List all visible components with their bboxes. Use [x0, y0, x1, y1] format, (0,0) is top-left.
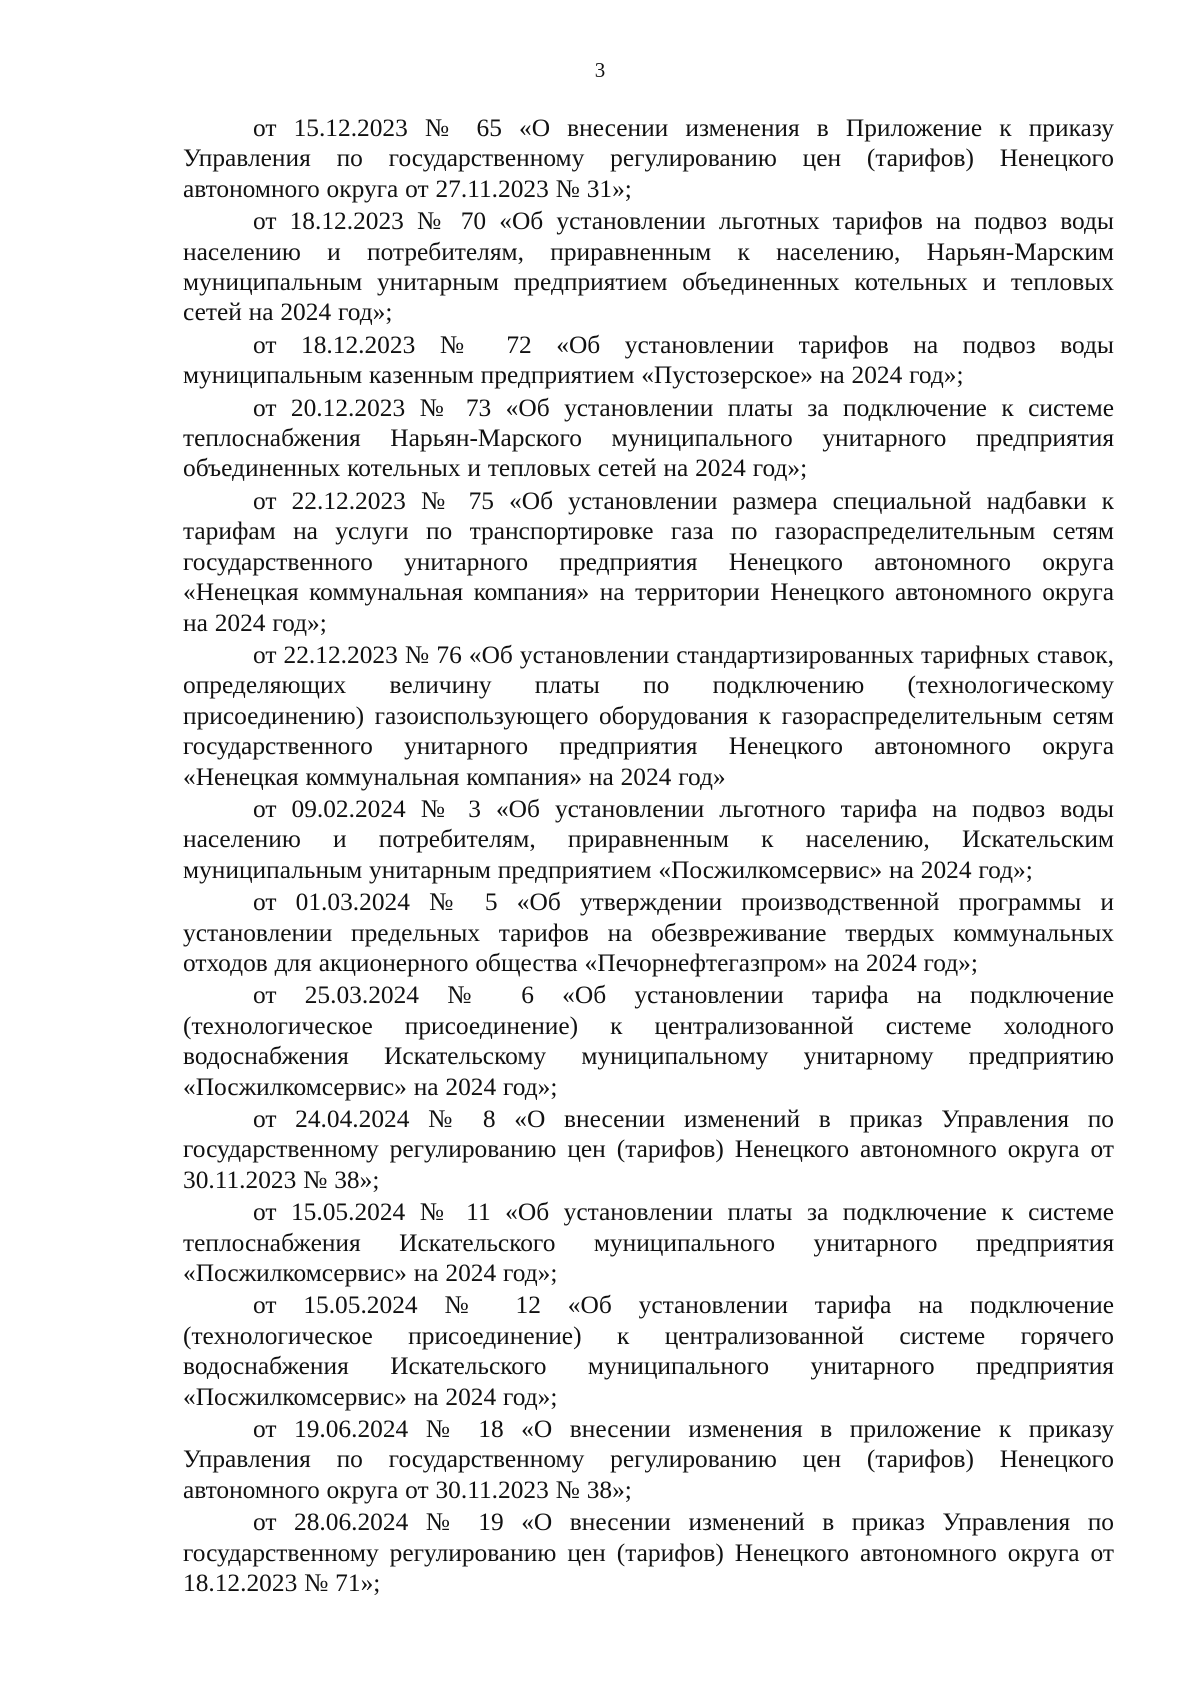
document-body: [183, 113, 1114, 1601]
list-item: от 19.06.2024 № 18 «О внесении изменения в приложение к приказу Управления по государственному регулированию цен (тарифов) Ненецкого автономного округа от 30.11.2023 № 38»;: [183, 1415, 1114, 1504]
list-item: от 15.12.2023 № 65 «О внесении изменения в Приложение к приказу Управления по государственному регулированию цен (тарифов) Ненецкого автономного округа от 27.11.2023 № 31»;: [183, 114, 1114, 203]
list-item: от 20.12.2023 № 73 «Об установлении платы за подключение к системе теплоснабжения Нарьян-Марского муниципального унитарного предприятия объединенных котельных и тепловых сетей на 2024 год»;: [183, 393, 1114, 483]
list-item: от 09.02.2024 № 3 «Об установлении льготного тарифа на подвоз воды населению и потребителям, приравненным к населению, Искательским муниципальным унитарным предприятием «Посжилкомсервис» на 2024 год»;: [183, 794, 1114, 884]
list-item: от 15.05.2024 № 11 «Об установлении платы за подключение к системе теплоснабжения Искательского муниципального унитарного предприятия «Посжилкомсервис» на 2024 год»;: [183, 1198, 1114, 1288]
list-item: от 28.06.2024 № 19 «О внесении изменений в приказ Управления по государственному регулированию цен (тарифов) Ненецкого автономного округа от 18.12.2023 № 71»;: [183, 1508, 1114, 1598]
list-item: от 15.05.2024 № 12 «Об установлении тарифа на подключение (технологическое присоединение) к централизованной системе горячего водоснабжения Искательского муниципального унитарного предприятия «Посжилкомсервис» на 2024 год»;: [183, 1291, 1114, 1411]
list-item: от 22.12.2023 № 76 «Об установлении стандартизированных тарифных ставок, определяющих величину платы по подключению (технологическому присоединению) газоиспользующего оборудования к газораспределительным сетям государственного унитарного предприятия Ненецкого автономного округа «Ненецкая коммунальная компания» на 2024 год»: [183, 640, 1114, 791]
list-item: от 25.03.2024 № 6 «Об установлении тарифа на подключение (технологическое присоединение) к централизованной системе холодного водоснабжения Искательскому муниципальному унитарному предприятию «Посжилкомсервис» на 2024 год»;: [183, 981, 1114, 1101]
list-item: от 24.04.2024 № 8 «О внесении изменений в приказ Управления по государственному регулированию цен (тарифов) Ненецкого автономного округа от 30.11.2023 № 38»;: [183, 1105, 1114, 1194]
list-item: от 22.12.2023 № 75 «Об установлении размера специальной надбавки к тарифам на услуги по транспортировке газа по газораспределительным сетям государственного унитарного предприятия Ненецкого автономного округа «Ненецкая коммунальная компания» на территории Ненецкого автономного округа на 2024 год»;: [183, 486, 1114, 637]
list-item: от 18.12.2023 № 70 «Об установлении льготных тарифов на подвоз воды населению и потребителям, приравненным к населению, Нарьян-Марским муниципальным унитарным предприятием объединенных котельных и тепловых сетей на 2024 год»;: [183, 207, 1114, 327]
list-item: от 01.03.2024 № 5 «Об утверждении производственной программы и установлении предельных тарифов на обезвреживание твердых коммунальных отходов для акционерного общества «Печорнефтегазпром» на 2024 год»;: [183, 888, 1114, 977]
page-number: 3: [594, 58, 606, 82]
list-item: от 18.12.2023 № 72 «Об установлении тарифов на подвоз воды муниципальным казенным предприятием «Пустозерское» на 2024 год»;: [183, 330, 1114, 390]
